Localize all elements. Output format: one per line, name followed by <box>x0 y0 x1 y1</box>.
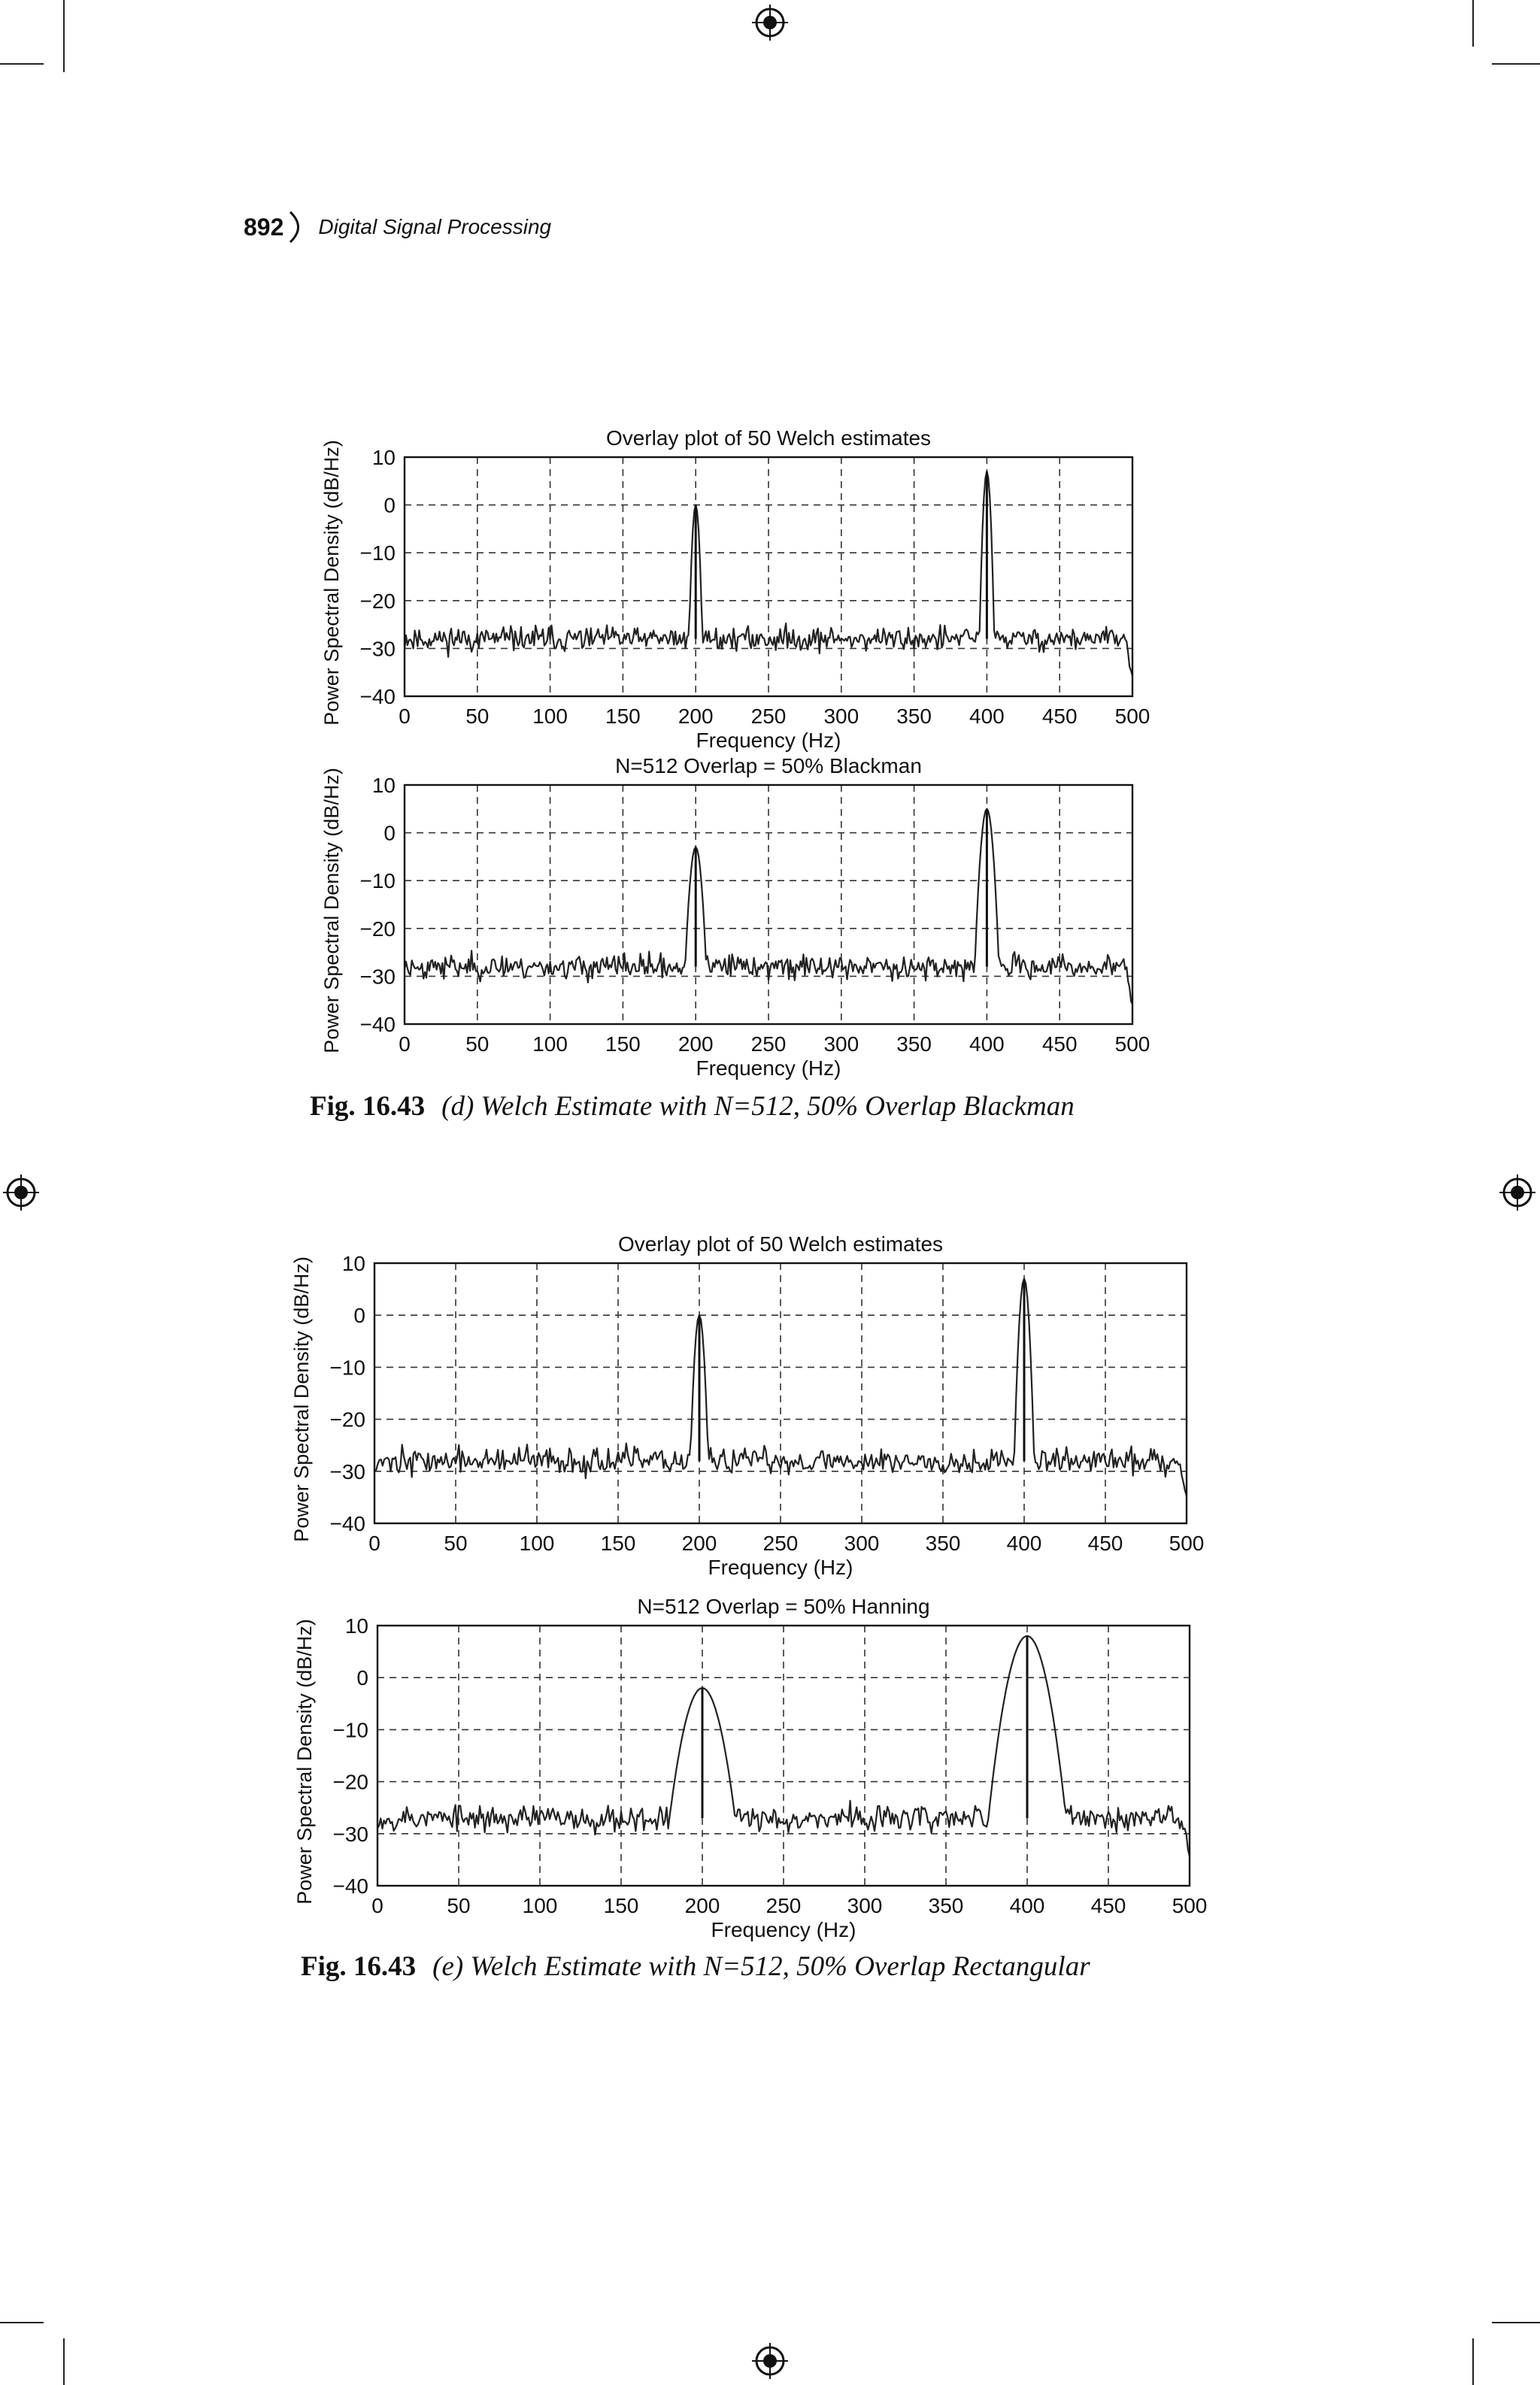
y-tick-label: −20 <box>359 917 396 941</box>
x-axis-label: Frequency (Hz) <box>708 1556 853 1579</box>
y-tick-label: −20 <box>359 589 396 613</box>
x-axis-label: Frequency (Hz) <box>711 1918 856 1941</box>
y-tick-label: 10 <box>341 1252 365 1275</box>
x-tick-label: 300 <box>823 1032 859 1056</box>
y-tick-label: −40 <box>359 1013 396 1036</box>
y-tick-label: −10 <box>359 541 396 565</box>
x-tick-label: 400 <box>1006 1532 1042 1555</box>
x-tick-label: 450 <box>1041 1032 1078 1056</box>
caption-text: (e) Welch Estimate with N=512, 50% Overlap Rectangular <box>432 1951 1090 1982</box>
page-number: 892 <box>244 213 284 241</box>
y-tick-label: 0 <box>356 1666 368 1690</box>
y-tick-label: −30 <box>359 637 396 661</box>
x-axis-label: Frequency (Hz) <box>696 1056 841 1080</box>
y-tick-label: 0 <box>383 821 396 845</box>
x-tick-label: 150 <box>605 1032 641 1056</box>
x-tick-label: 150 <box>600 1532 636 1555</box>
x-tick-label: 150 <box>605 705 641 728</box>
x-tick-label: 450 <box>1090 1894 1126 1917</box>
y-tick-label: −40 <box>359 685 396 708</box>
x-tick-label: 100 <box>532 705 568 728</box>
x-tick-label: 450 <box>1087 1532 1123 1555</box>
y-tick-label: 0 <box>383 493 396 517</box>
x-axis-label: Frequency (Hz) <box>696 729 841 752</box>
x-tick-label: 300 <box>847 1894 883 1917</box>
x-tick-label: 250 <box>750 1032 787 1056</box>
x-tick-label: 500 <box>1172 1894 1208 1917</box>
y-tick-label: −10 <box>332 1718 368 1742</box>
book-title: Digital Signal Processing <box>318 215 552 238</box>
x-tick-label: 200 <box>681 1532 717 1555</box>
x-tick-label: 50 <box>465 705 490 728</box>
x-tick-label: 0 <box>399 1032 411 1056</box>
figure-label: Fig. 16.43 <box>310 1091 426 1122</box>
chart-title: Overlay plot of 50 Welch estimates <box>617 1232 944 1256</box>
y-tick-label: 10 <box>371 774 396 797</box>
x-tick-label: 0 <box>371 1894 383 1917</box>
x-tick-label: 50 <box>444 1532 468 1555</box>
y-tick-label: −40 <box>329 1512 365 1535</box>
y-tick-label: −10 <box>359 869 396 893</box>
x-tick-label: 500 <box>1114 705 1150 728</box>
figure-caption <box>310 1090 1075 1123</box>
y-tick-label: −10 <box>329 1356 365 1380</box>
x-tick-label: 400 <box>1009 1894 1045 1917</box>
x-tick-label: 250 <box>762 1532 799 1555</box>
x-tick-label: 200 <box>678 1032 714 1056</box>
x-tick-label: 350 <box>928 1894 964 1917</box>
y-tick-label: 10 <box>344 1614 368 1638</box>
x-tick-label: 100 <box>532 1032 568 1056</box>
y-tick-label: 10 <box>371 446 396 469</box>
y-tick-label: 0 <box>353 1304 365 1328</box>
y-axis-label: Power Spectral Density (dB/Hz) <box>320 768 343 1053</box>
chart-title: Overlay plot of 50 Welch estimates <box>605 426 932 450</box>
x-tick-label: 300 <box>823 705 859 728</box>
x-tick-label: 0 <box>368 1532 380 1555</box>
y-axis-label: Power Spectral Density (dB/Hz) <box>320 440 343 726</box>
x-tick-label: 200 <box>684 1894 720 1917</box>
x-tick-label: 350 <box>896 1032 932 1056</box>
x-tick-label: 500 <box>1169 1532 1205 1555</box>
chart-title: N=512 Overlap = 50% Hanning <box>637 1595 930 1618</box>
x-tick-label: 100 <box>519 1532 555 1555</box>
x-tick-label: 50 <box>447 1894 471 1917</box>
y-tick-label: −20 <box>332 1770 368 1794</box>
y-tick-label: −30 <box>332 1822 368 1846</box>
x-tick-label: 200 <box>678 705 714 728</box>
x-tick-label: 150 <box>603 1894 639 1917</box>
chart-title: N=512 Overlap = 50% Blackman <box>615 754 922 777</box>
y-tick-label: −30 <box>329 1459 365 1483</box>
x-tick-label: 500 <box>1114 1032 1150 1056</box>
x-tick-label: 350 <box>925 1532 961 1555</box>
x-tick-label: 0 <box>399 705 411 728</box>
x-tick-label: 250 <box>750 705 787 728</box>
x-tick-label: 350 <box>896 705 932 728</box>
figure-label: Fig. 16.43 <box>301 1951 417 1982</box>
y-tick-label: −20 <box>329 1408 365 1432</box>
x-tick-label: 100 <box>522 1894 558 1917</box>
y-tick-label: −30 <box>359 965 396 989</box>
x-tick-label: 50 <box>465 1032 490 1056</box>
figure-caption <box>301 1950 1090 1983</box>
caption-text: (d) Welch Estimate with N=512, 50% Overlap Blackman <box>441 1091 1075 1122</box>
y-axis-label: Power Spectral Density (dB/Hz) <box>290 1256 313 1542</box>
y-tick-label: −40 <box>332 1874 368 1898</box>
x-tick-label: 400 <box>969 1032 1005 1056</box>
x-tick-label: 300 <box>844 1532 880 1555</box>
x-tick-label: 400 <box>969 705 1005 728</box>
y-axis-label: Power Spectral Density (dB/Hz) <box>293 1619 316 1905</box>
x-tick-label: 450 <box>1041 705 1078 728</box>
x-tick-label: 250 <box>765 1894 802 1917</box>
